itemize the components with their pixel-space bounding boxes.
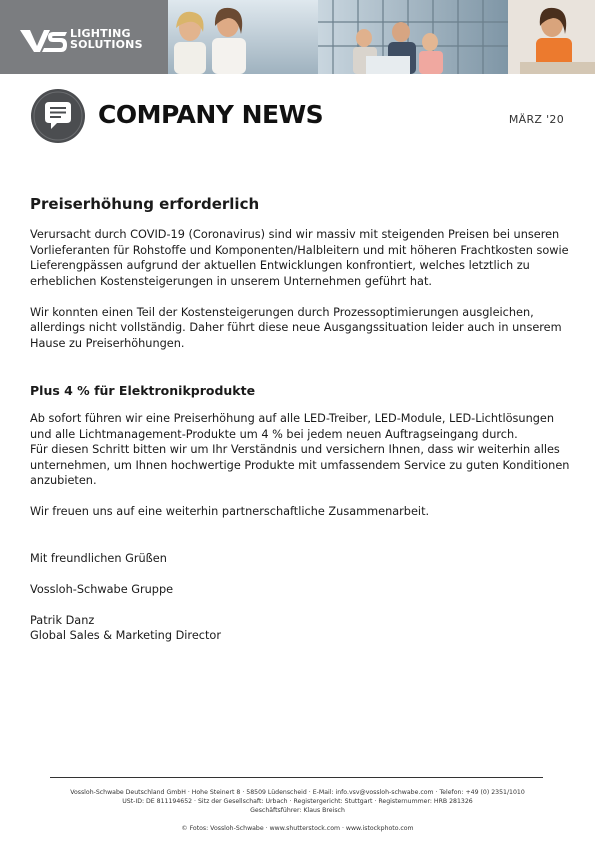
article-body bbox=[30, 193, 570, 644]
logo-wordmark bbox=[70, 28, 143, 50]
signer-name: Patrik Danz bbox=[30, 613, 95, 627]
vs-logo-icon bbox=[20, 28, 68, 54]
company-logo bbox=[0, 0, 168, 74]
article-paragraph-3b: Für diesen Schritt bitten wir um Ihr Verständnis und versichern Ihnen, dass wir weiterhin alles unternehmen, um Ihnen hochwertige Produkte mit umfassendem Service zu guten Konditionen anzubieten. bbox=[30, 443, 570, 487]
article-paragraph-3 bbox=[30, 411, 570, 489]
footer-imprint bbox=[40, 789, 555, 815]
article-paragraph-3a: Ab sofort führen wir eine Preiserhöhung auf alle LED-Treiber, LED-Module, LED-Lichtlösungen und alle Lichtmanagement-Produkte um 4 % bei jedem neuen Auftragseingang durch. bbox=[30, 412, 555, 441]
closing-company: Vossloh-Schwabe Gruppe bbox=[30, 582, 174, 596]
header-photo-collage bbox=[168, 0, 595, 74]
signer-title: Global Sales & Marketing Director bbox=[30, 629, 221, 642]
footer-line-2: USt-ID: DE 811194652 · Sitz der Gesellschaft: Urbach · Registergericht: Stuttgart · Registernummer: HRB 281326 bbox=[122, 797, 473, 805]
speech-bubble-icon bbox=[30, 88, 86, 144]
footer-divider bbox=[50, 777, 543, 778]
page-title: COMPANY NEWS bbox=[98, 100, 324, 129]
header-band bbox=[0, 0, 595, 74]
article-paragraph-2: Wir konnten einen Teil der Kostensteigerungen durch Prozessoptimierungen ausgleichen, allerdings nicht vollständig. Daher führt diese neue Ausgangssituation leider auch in unserem Hause zu Preiserhöhungen. bbox=[30, 305, 562, 350]
logo-line-2: SOLUTIONS bbox=[70, 38, 143, 51]
article-paragraph-1: Verursacht durch COVID-19 (Coronavirus) sind wir massiv mit steigenden Preisen bei unseren Vorlieferanten für Rohstoffe und Komponenten/Halbleitern und mit höheren Frachtkosten sowie Lieferengpässen aufgrund der aktuellen Entwicklungen konfrontiert, welches letztlich zu erheblichen Kostensteigerungen in unserem Unternehmen geführt hat. bbox=[30, 228, 569, 288]
article-subheading: Plus 4 % für Elektronikprodukte bbox=[30, 383, 256, 398]
closing-greeting: Mit freundlichen Grüßen bbox=[30, 551, 167, 565]
footer-line-3: Geschäftsführer: Klaus Breisch bbox=[250, 806, 345, 814]
article-paragraph-4: Wir freuen uns auf eine weiterhin partnerschaftliche Zusammenarbeit. bbox=[30, 505, 430, 518]
footer-line-1: Vossloh-Schwabe Deutschland GmbH · Hohe Steinert 8 · 58509 Lüdenscheid · E-Mail: info.vsv@vossloh-schwabe.com · Telefon: +49 (0) 2351/1010 bbox=[70, 789, 525, 796]
photo-credit: © Fotos: Vossloh-Schwabe · www.shutterstock.com · www.istockphoto.com bbox=[181, 825, 414, 832]
issue-date: MÄRZ '20 bbox=[508, 113, 564, 126]
article-heading: Preiserhöhung erforderlich bbox=[30, 195, 260, 213]
logo-line-1: LIGHTING bbox=[70, 27, 131, 40]
